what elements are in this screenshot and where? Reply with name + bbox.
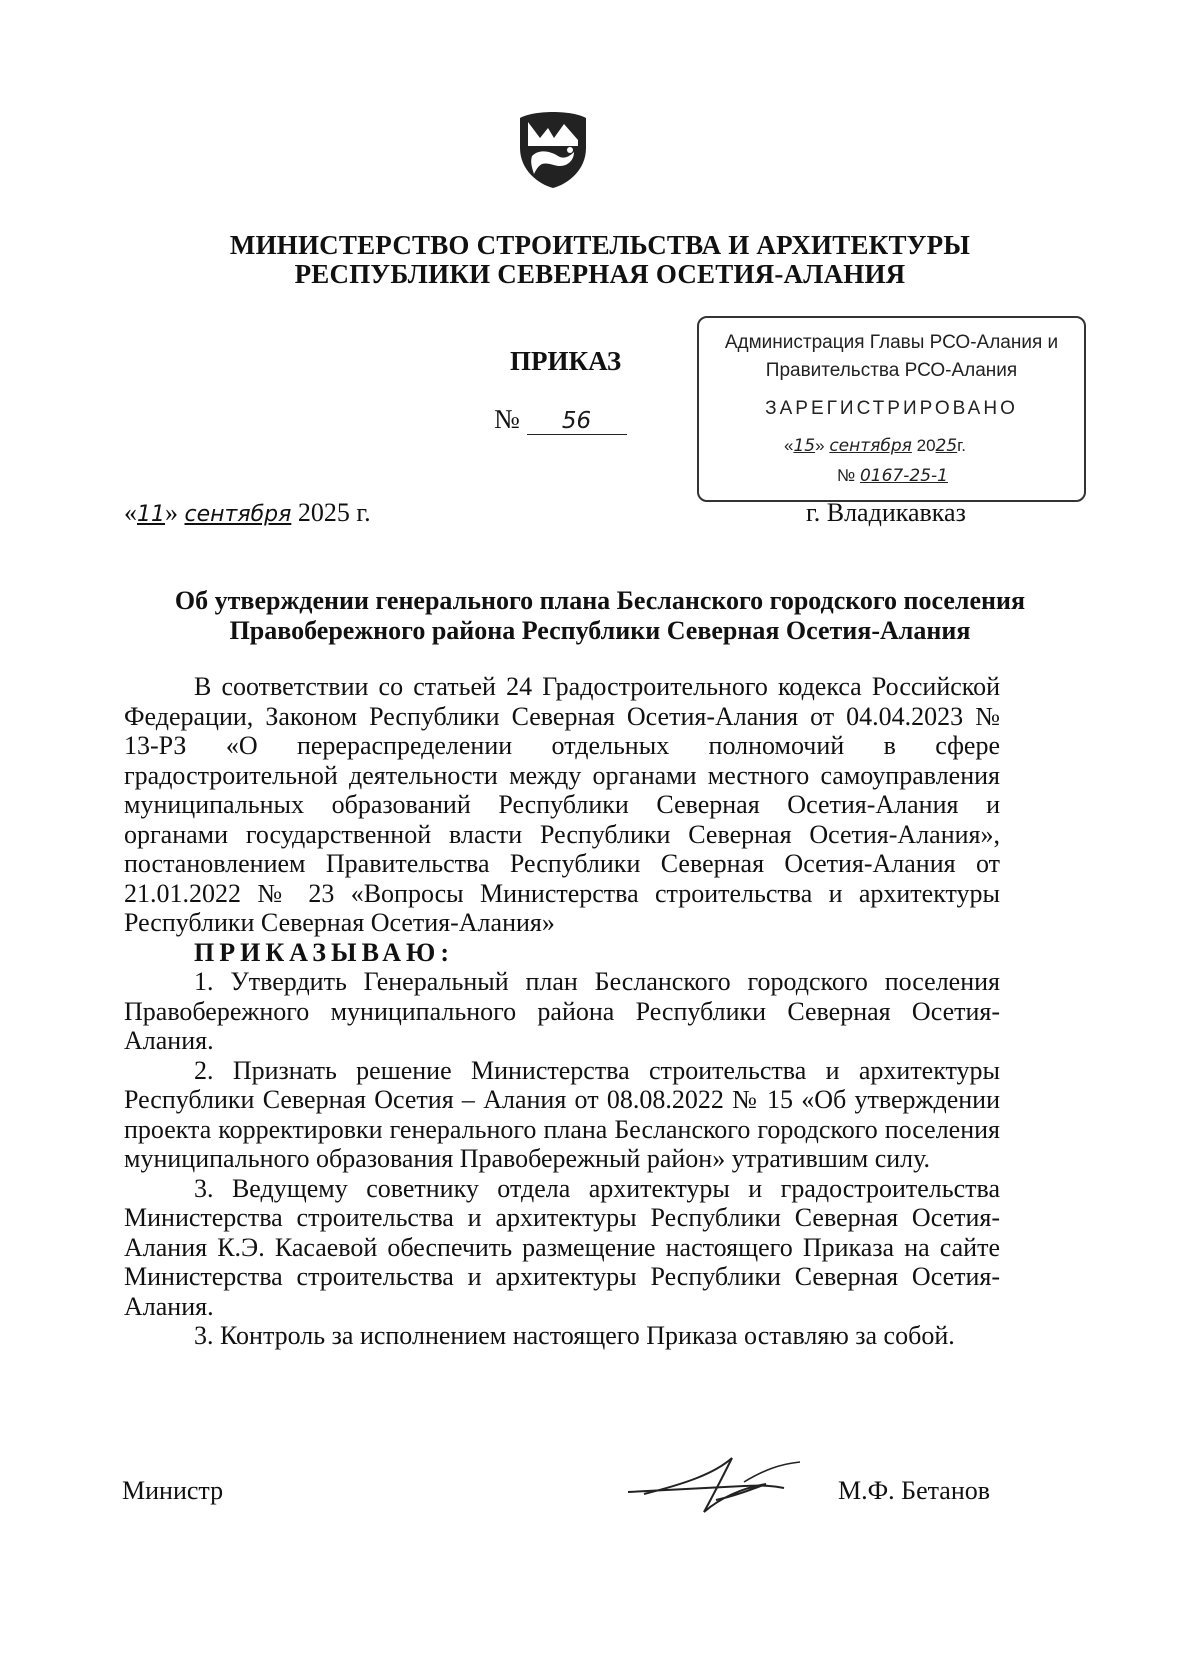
- order-date-open: «: [124, 498, 137, 527]
- order-date: [124, 498, 371, 528]
- order-date-close: »: [165, 498, 178, 527]
- stamp-reg-value: 0167-25-1: [859, 466, 948, 486]
- order-item-4: 3. Контроль за исполнением настоящего Приказа оставляю за собой.: [194, 1321, 955, 1350]
- order-item-3: 3. Ведущему советнику отдела архитектуры и градостроительства Министерства строительства и архитектуры Республики Северная Осетия-Алания К.Э. Касаевой обеспечить размещение настоящего Приказа на сайте Министерства строительства и архитектуры Республики Северная Осетия-Алания.: [124, 1173, 1000, 1321]
- ministry-name-line2: РЕСПУБЛИКИ СЕВЕРНАЯ ОСЕТИЯ-АЛАНИЯ: [294, 259, 906, 289]
- handwritten-signature-icon: [624, 1440, 804, 1518]
- stamp-date-mid: »: [815, 436, 825, 455]
- order-number: [494, 404, 627, 435]
- order-city: г. Владикавказ: [806, 498, 966, 527]
- order-body: [124, 672, 1000, 1351]
- order-date-year: 2025 г.: [297, 498, 371, 527]
- stamp-line1: Администрация Главы РСО-Алания и: [724, 332, 1059, 353]
- order-number-label: №: [494, 404, 520, 434]
- subject-line1: Об утверждении генерального плана Бесланского городского поселения: [174, 586, 1026, 615]
- stamp-date-open: «: [784, 436, 794, 455]
- stamp-date-year-suffix: 25: [935, 436, 958, 456]
- order-directive-word: ПРИКАЗЫВАЮ:: [194, 937, 454, 967]
- registration-stamp: [697, 316, 1086, 502]
- order-date-day: 11: [137, 502, 165, 527]
- stamp-registered: ЗАРЕГИСТРИРОВАНО: [765, 398, 1018, 419]
- preamble-paragraph: В соответствии со статьей 24 Градостроительного кодекса Российской Федерации, Законом Республики Северная Осетия-Алания от 04.04.2023 № 13-РЗ «О перераспределении отдельных полномочий в сфере градостроительной деятельности между органами местного самоуправления муниципальных образований Республики Северная Осетия-Алания и органами государственной власти Республики Северная Осетия-Алания», постановлением Правительства Республики Северная Осетия-Алания от 21.01.2022 № 23 «Вопросы Министерства строительства и архитектуры Республики Северная Осетия-Алания»: [124, 672, 1000, 937]
- stamp-date: [784, 436, 966, 456]
- stamp-reg-number: [837, 466, 948, 486]
- subject-line2: Правобережного района Республики Северная Осетия-Алания: [229, 616, 971, 645]
- stamp-date-year-unit: г.: [957, 436, 967, 455]
- stamp-date-year-prefix: 20: [916, 436, 936, 455]
- stamp-date-day: 15: [793, 436, 816, 456]
- order-number-value: 56: [527, 408, 627, 435]
- stamp-reg-label: №: [837, 466, 856, 485]
- stamp-date-month: сентября: [829, 436, 912, 456]
- stamp-line2: Правительства РСО-Алания: [765, 360, 1018, 381]
- coat-of-arms-emblem-icon: [514, 108, 592, 190]
- order-item-1: 1. Утвердить Генеральный план Бесланского городского поселения Правобережного муниципального района Республики Северная Осетия-Алания.: [124, 967, 1000, 1055]
- ministry-name-line1: МИНИСТЕРСТВО СТРОИТЕЛЬСТВА И АРХИТЕКТУРЫ: [229, 230, 971, 260]
- signer-position: Министр: [122, 1476, 224, 1505]
- signer-name: М.Ф. Бетанов: [838, 1476, 991, 1505]
- order-title: ПРИКАЗ: [510, 346, 622, 376]
- order-date-month: сентября: [184, 502, 292, 527]
- order-item-2: 2. Признать решение Министерства строительства и архитектуры Республики Северная Осетия – Алания от 08.08.2022 № 15 «Об утверждении проекта корректировки генерального плана Бесланского городского поселения муниципального образования Правобережный район» утратившим силу.: [124, 1055, 1000, 1173]
